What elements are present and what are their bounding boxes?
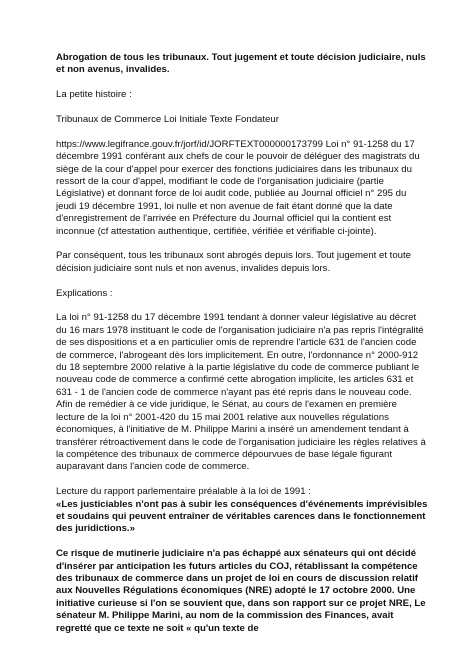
report-intro: Lecture du rapport parlementaire préalable à la loi de 1991 : [56, 486, 311, 498]
paragraph-law-reference: https://www.legifrance.gouv.fr/jorf/id/JORFTEXT000000173799 Loi n° 91-1258 du 17 décembre 1991 conférant aux chefs de cour le pouvoir de déléguer des magistrats du siège de la cour d'appel pour exercer des fonctions judiciaires dans les tribunaux du ressort de la cour d'appel, modifiant le code de l'organisation judiciaire (partie Législative) et donnant force de loi audit code, publiée au Journal officiel n° 295 du jeudi 19 décembre 1991, loi nulle et non avenue de fait étant donné que la date d'enregistrement de l'arrivée en Préfecture du Journal officiel qui la contient est inconnue (cf attestation authentique, certifiée, vérifiée et vérifiable ci-jointe). [56, 138, 420, 237]
paragraph-explanations: La loi n° 91-1258 du 17 décembre 1991 tendant à donner valeur législative au décret du 16 mars 1978 instituant le code de l'organisation judiciaire n'a pas repris l'intégralité de ses dispositions et a en particulier omis de reprendre l'article 631 de l'ancien code de commerce, l'abrogeant dès lors implicitement. En outre, l'ordonnance n° 2000-912 du 18 septembre 2000 relative à la partie législative du code de commerce publiant le nouveau code de commerce a confirmé cette abrogation implicite, les articles 631 et 631 - 1 de l'ancien code de commerce n'ayant pas été repris dans le nouveau code. Afin de remédier à ce vide juridique, le Sénat, au cours de l'examen en première lecture de la loi n° 2001-420 du 15 mai 2001 relative aux nouvelles régulations économiques, à l'initiative de M. Philippe Marini a inséré un amendement tendant à transférer rétroactivement dans le code de l'organisation judiciaire les règles relatives à la compétence des tribunaux de commerce dépourvues de base légale figurant auparavant dans l'ancien code de commerce. [56, 312, 426, 473]
document-subtitle: Tribunaux de Commerce Loi Initiale Texte Fondateur [56, 114, 279, 125]
document-title: Abrogation de tous les tribunaux. Tout jugement et toute décision judiciaire, nuls et non avenus, invalides. [56, 52, 426, 76]
paragraph-conclusion: Par conséquent, tous les tribunaux sont abrogés depuis lors. Tout jugement et toute décision judiciaire sont nuls et non avenus, invalides depuis lors. [56, 250, 412, 274]
document-page [56, 52, 428, 647]
section-heading-history: La petite histoire : [56, 89, 132, 101]
quote-report: «Les justiciables n'ont pas à subir les conséquences d'événements imprévisibles et soudains qui peuvent entraîner de véritables carences dans le fonctionnement des juridictions.» [56, 498, 428, 535]
quote-senate: Ce risque de mutinerie judiciaire n'a pas échappé aux sénateurs qui ont décidé d'insérer par anticipation les futurs articles du COJ, rétablissant la compétence des tribunaux de commerce dans un projet de loi en cours de discussion relatif aux Nouvelles Régulations économiques (NRE) adopté le 17 octobre 2000. Une initiative curieuse si l'on se souvient que, dans son rapport sur ce projet NRE, Le sénateur M. Philippe Marini, au nom de la commission des Finances, avait regretté que ce texte ne soit « qu'un texte de [56, 548, 426, 634]
section-heading-explanations: Explications : [56, 287, 113, 299]
